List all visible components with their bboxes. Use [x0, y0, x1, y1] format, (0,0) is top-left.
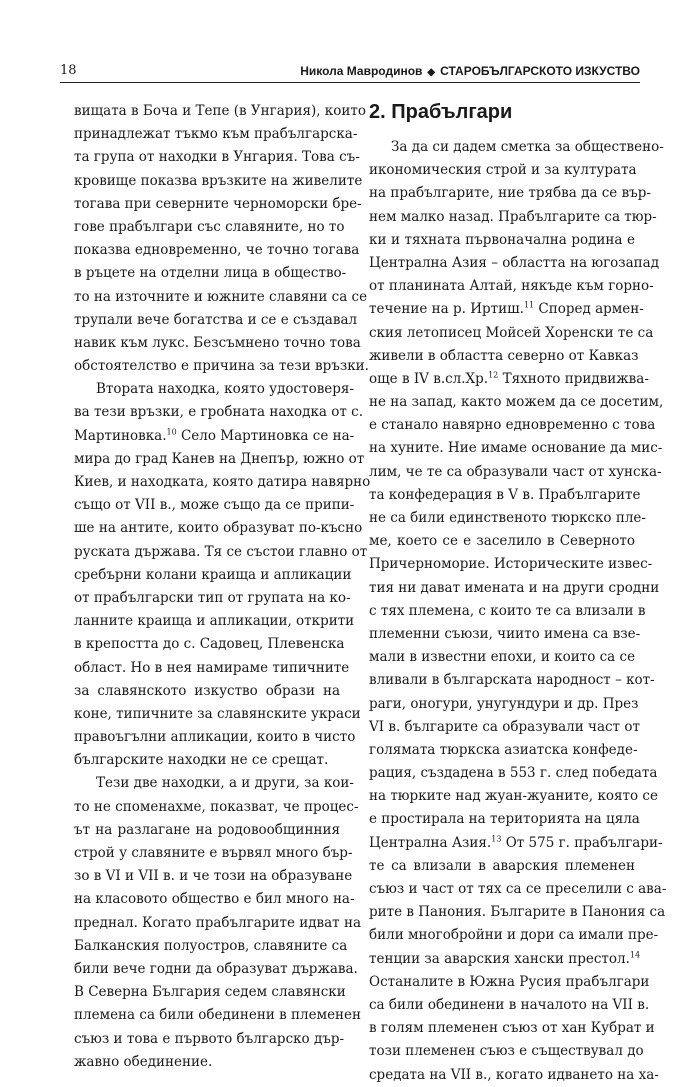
text-line — [74, 1051, 340, 1074]
text-line — [74, 749, 340, 772]
line-text: ския летописец Мойсей Хоренски те са — [369, 324, 654, 341]
text-line — [74, 819, 340, 842]
text-line — [74, 1028, 345, 1051]
line-text: Причерноморие. Историческите извес- — [369, 556, 653, 573]
line-text: Балканския полуостров, славяните са — [74, 937, 348, 954]
line-text: с тях племена, с които те са влизали в — [369, 602, 646, 619]
line-text: на тюрките над жуан-жуаните, която се — [369, 788, 658, 805]
line-text: съюз и част от тях са се преселили с ава- — [369, 881, 667, 897]
line-text-after-note: Тяхното придвижва- — [498, 370, 649, 387]
text-line — [74, 865, 353, 888]
text-line — [74, 332, 361, 355]
text-line — [369, 322, 654, 345]
text-line — [74, 286, 368, 309]
text-line — [74, 726, 356, 749]
line-text: руската държава. Тя се състои главно от — [74, 543, 368, 560]
text-line — [369, 600, 646, 623]
text-line — [74, 239, 360, 262]
footnote-ref: 11 — [523, 300, 535, 310]
line-text: в ръцете на отделни лица в общество- — [74, 265, 347, 282]
text-line — [369, 577, 660, 600]
line-text: принадлежат тъкмо към прабългарска- — [74, 126, 358, 143]
text-line — [369, 739, 638, 762]
line-text-after-note: От 575 г. прабългари- — [501, 834, 663, 851]
line-text: племена са били обединени в племенен — [74, 1007, 362, 1024]
line-text: зо в VI и VII в. и че този на образуване — [74, 868, 353, 885]
text-line — [74, 378, 355, 401]
line-text: от прабългарски тип от групата на ко- — [74, 589, 351, 606]
line-text: преднал. Когато прабългарите идват на — [74, 914, 361, 931]
line-text: вливали в българската народност – кот- — [369, 672, 655, 689]
line-text: били многобройни и дори са имали пре- — [369, 927, 659, 944]
running-head-book-title: СТАРОБЪЛГАРСКОТО ИЗКУСТВО — [440, 64, 640, 78]
text-line — [369, 206, 657, 229]
text-line — [74, 541, 368, 564]
line-text: обстоятелство е причина за тези връзки. — [74, 358, 369, 375]
text-line — [369, 229, 635, 252]
footnote-ref: 10 — [166, 427, 177, 437]
line-text: ва тези връзки, е гробната находка от с. — [74, 404, 363, 421]
text-line — [74, 680, 340, 703]
line-text: та група от находки в Унгария. Това съ- — [74, 149, 360, 166]
line-text: рите в Панония. Българите в Панония са — [369, 904, 666, 921]
text-line — [74, 425, 355, 448]
text-line — [369, 716, 640, 739]
line-text: ме, което се е заселило в Северното — [369, 533, 635, 550]
line-text: ше на антите, които образуват по-късно — [74, 520, 363, 537]
line-text: средата на VII в., когато идването на ха- — [369, 1066, 659, 1083]
line-text: гове прабългари със славяните, но то — [74, 218, 345, 235]
line-text: от планината Алтай, някъде към горно- — [369, 278, 654, 295]
text-line — [74, 193, 362, 216]
text-line — [369, 901, 666, 924]
text-line — [74, 262, 347, 285]
line-text: те са влизали в аварския племенен — [369, 857, 635, 874]
line-text: в голям племенен съюз от хан Кубрат и — [369, 1020, 655, 1037]
text-line — [369, 971, 650, 994]
line-text: е простирала на територията на цяла — [369, 811, 640, 828]
text-line — [369, 762, 658, 785]
line-text: Мартиновка. — [74, 427, 167, 444]
text-line — [74, 170, 363, 193]
line-text: тенции за аварския хански престол. — [369, 950, 630, 967]
text-line — [369, 391, 664, 414]
line-text: българските находки не се срещат. — [74, 752, 329, 769]
text-line — [369, 159, 635, 182]
text-line — [369, 484, 641, 507]
text-line — [74, 842, 353, 865]
text-line — [74, 633, 345, 656]
line-text: В Северна България седем славянски — [74, 984, 346, 1001]
line-text: трупали вече богатства и се е създавал — [74, 311, 358, 328]
text-line — [369, 808, 640, 831]
line-text: голямата тюркска азиатска конфеде- — [369, 741, 638, 758]
text-line — [369, 461, 662, 484]
text-line — [369, 693, 639, 716]
text-line — [369, 414, 656, 437]
line-text: кровище показва връзките на живелите — [74, 172, 363, 189]
running-head-separator: ◆ — [427, 67, 436, 78]
line-text: за славянското изкуство образи на — [74, 682, 340, 699]
line-text: тогава при северните черноморски бре- — [74, 195, 362, 212]
text-line — [369, 623, 641, 646]
page-number: 18 — [60, 63, 77, 78]
line-text: ки и тяхната първоначална родина е — [369, 231, 635, 248]
text-line — [369, 507, 646, 530]
line-text: били вече годни да образуват държава. — [74, 960, 358, 977]
line-text: на хуните. Ние имаме основание да мис- — [369, 440, 663, 457]
line-text: мали в известни епохи, и които са се — [369, 649, 636, 666]
line-text: на прабългарите, ние трябва да се вър- — [369, 185, 651, 202]
text-line — [74, 772, 354, 795]
line-text: този племенен съюз е съществувал до — [369, 1043, 644, 1060]
line-text: са били обединени в началото на VII в. — [369, 996, 650, 1013]
text-line — [74, 657, 350, 680]
text-line — [369, 878, 667, 901]
line-text: област. Но в нея намираме типичните — [74, 659, 350, 676]
text-line — [74, 517, 363, 540]
text-line — [369, 924, 659, 947]
line-text: навик към лукс. Безсъмнено точно това — [74, 334, 361, 351]
line-text: коне, типичните за славянските украси — [74, 705, 361, 722]
line-text: Тези две находки, а и други, за кои- — [96, 775, 354, 792]
line-text: тия ни дават имената и на други сродни — [369, 579, 660, 596]
text-line — [369, 646, 635, 669]
line-text: то не споменахме, показват, че процес- — [74, 798, 359, 815]
line-text: е станало навярно едновременно с това — [369, 417, 656, 434]
line-text: племенни съюзи, чиито имена са взе- — [369, 625, 641, 642]
line-text: VI в. българите са образували част от — [369, 718, 640, 735]
running-head — [60, 62, 640, 80]
line-text: не на запад, както можем да се досетим, — [369, 394, 664, 411]
text-line — [74, 355, 369, 378]
text-line — [74, 146, 360, 169]
text-line — [74, 471, 371, 494]
line-text: живели в областта северно от Кавказ — [369, 347, 639, 364]
line-text: съюз и това е първото българско дър- — [74, 1030, 345, 1047]
text-line — [369, 855, 635, 878]
line-text: сребърни колани краища и апликации — [74, 566, 352, 583]
line-text: мира до град Канев на Днепър, южно от — [74, 450, 365, 467]
text-line — [369, 994, 650, 1017]
line-text: вищата в Боча и Тепе (в Унгария), които — [74, 103, 366, 119]
line-text: не са били единственото тюркско пле- — [369, 510, 646, 526]
line-text: рация, създадена в 553 г. след победата — [369, 765, 658, 782]
text-line — [74, 1004, 362, 1027]
running-head-author: Никола Мавродинов — [300, 64, 423, 78]
line-text: в крепостта до с. Садовец, Плевенска — [74, 636, 345, 653]
line-text-after-note: Село Мартиновка се на- — [176, 427, 355, 444]
text-line — [74, 703, 361, 726]
footnote-ref: 13 — [491, 834, 502, 844]
line-text: та конфедерация в V в. Прабългарите — [369, 486, 641, 503]
text-line — [74, 564, 352, 587]
text-line — [369, 252, 660, 275]
running-head-title — [300, 62, 640, 82]
line-text: жавно обединение. — [74, 1053, 213, 1070]
text-line — [369, 136, 664, 159]
text-line — [74, 494, 355, 517]
text-line — [369, 530, 635, 553]
line-text: Останалите в Южна Русия прабългари — [369, 973, 650, 990]
line-text: също от VII в., може също да се припи- — [74, 497, 355, 514]
line-text: раги, оногури, унугундури и др. През — [369, 695, 639, 712]
text-line — [74, 958, 358, 981]
text-line — [74, 912, 361, 935]
line-text: За да си дадем сметка за обществено- — [391, 139, 664, 155]
line-text: още в IV в.сл.Хр. — [369, 370, 489, 387]
line-text: на класовото общество е бил много на- — [74, 891, 355, 908]
text-line — [369, 298, 644, 321]
header-rule — [60, 82, 640, 83]
line-text: икономическия строй и за културата — [369, 162, 637, 179]
line-text: ът на разлагане на родовообщинния — [74, 821, 340, 838]
line-text: ланните краища и апликации, открити — [74, 613, 355, 630]
line-text-after-note: Според армен- — [534, 301, 644, 318]
text-line — [74, 123, 358, 146]
text-line — [74, 610, 355, 633]
footnote-ref: 12 — [488, 370, 499, 380]
text-line — [369, 345, 639, 368]
text-line — [369, 948, 641, 971]
text-line — [369, 275, 654, 298]
line-text: то на източните и южните славяни са се — [74, 288, 368, 305]
line-text: правоъгълни апликации, които в чисто — [74, 729, 356, 746]
text-line — [74, 935, 348, 958]
text-line — [74, 100, 366, 123]
text-line — [369, 368, 649, 391]
line-text: лим, че те са образували част от хунска- — [369, 463, 662, 480]
line-text: Централна Азия. — [369, 834, 492, 851]
line-text: нем малко назад. Прабългарите са тюр- — [369, 208, 657, 225]
text-line — [369, 182, 651, 205]
text-line — [74, 796, 359, 819]
line-text: строй у славяните е вървял много бър- — [74, 845, 353, 861]
text-line — [369, 1017, 655, 1040]
left-column — [74, 100, 371, 1074]
section-heading: 2. Прабългари — [369, 101, 513, 123]
text-line — [369, 1040, 644, 1063]
line-text: Централна Азия – областта на югозапад — [369, 254, 660, 271]
text-line — [369, 832, 663, 855]
text-line — [74, 216, 345, 239]
footnote-ref: 14 — [629, 950, 641, 960]
text-line — [369, 785, 658, 808]
line-text: показва едновременно, че точно тогава — [74, 242, 360, 259]
text-line — [369, 1064, 659, 1087]
text-line — [74, 888, 355, 911]
text-line — [369, 553, 653, 576]
line-text: Киев, и находката, която датира навярно — [74, 474, 371, 490]
text-line — [74, 981, 346, 1004]
text-line — [369, 437, 663, 460]
text-line — [74, 448, 365, 471]
text-line — [74, 587, 351, 610]
text-line — [74, 401, 363, 424]
line-text: Втората находка, която удостоверя- — [96, 381, 355, 398]
right-column — [369, 100, 667, 1087]
line-text: течение на р. Иртиш. — [369, 301, 524, 318]
text-line — [369, 669, 655, 692]
text-line — [74, 309, 358, 332]
